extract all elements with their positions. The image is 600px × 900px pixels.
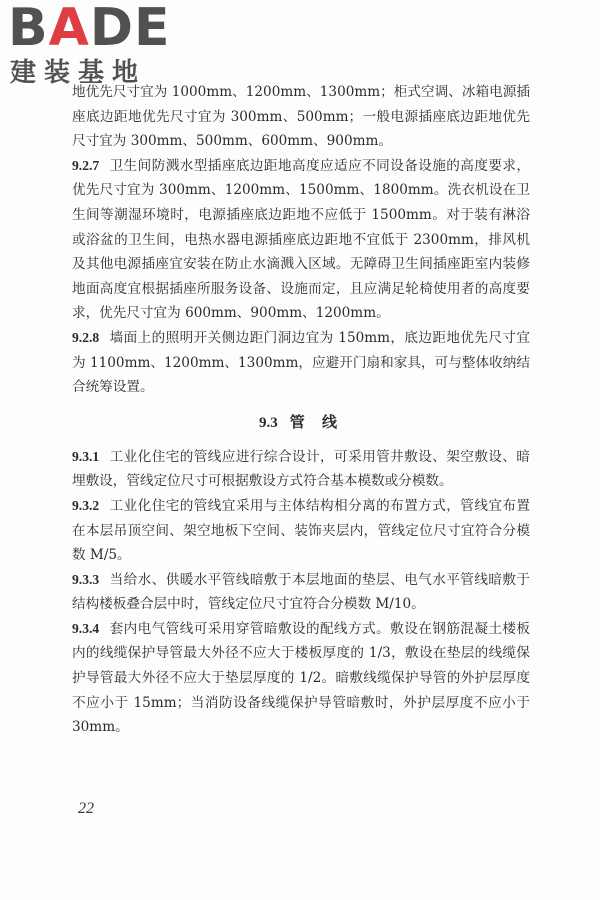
clause-number: 9.3.1 — [72, 448, 100, 464]
page-number: 22 — [78, 800, 94, 817]
clause-number: 9.3.4 — [72, 620, 100, 636]
clause-9-3-1 — [72, 445, 530, 494]
clause-number: 9.3.2 — [72, 497, 100, 513]
bade-logo — [8, 2, 178, 94]
clause-number: 9.2.7 — [72, 157, 100, 173]
clause-text: 工业化住宅的管线应进行综合设计，可采用管井敷设、架空敷设、暗埋敷设，管线定位尺寸可根据敷设方式符合基本模数或分模数。 — [72, 448, 530, 490]
clause-9-3-4 — [72, 617, 530, 740]
clause-text: 套内电气管线可采用穿管暗敷设的配线方式。敷设在钢筋混凝土楼板内的线缆保护导管最大外径不应大于楼板厚度的 1/3，敷设在垫层的线缆保护导管最大外径不应大于垫层厚度的 1/2。暗敷线缆保护导管的外护层厚度不应小于 15mm；当消防设备线缆保护导管暗敷时，外护层厚度不应小于 30mm。 — [72, 620, 530, 736]
intro-paragraph: 地优先尺寸宜为 1000mm、1200mm、1300mm；柜式空调、冰箱电源插座底边距地优先尺寸宜为 300mm、500mm；一般电源插座底边距地优先尺寸宜为 300mm、500mm、600mm、900mm。 — [72, 84, 530, 150]
clause-text: 当给水、供暖水平管线暗敷于本层地面的垫层、电气水平管线暗敷于结构楼板叠合层中时，管线定位尺寸宜符合分模数 M/10。 — [72, 571, 530, 613]
section-number: 9.3 — [259, 414, 278, 431]
clause-number: 9.2.8 — [72, 329, 100, 345]
section-title-text: 管 线 — [289, 412, 343, 431]
clause-9-2-8 — [72, 326, 530, 400]
logo-subtitle: 建装基地 — [10, 58, 147, 88]
section-heading — [72, 410, 530, 435]
clause-text: 工业化住宅的管线宜采用与主体结构相分离的布置方式，管线宜布置在本层吊顶空间、架空地板下空间、装饰夹层内，管线定位尺寸宜符合分模数 M/5。 — [72, 497, 530, 564]
clause-9-3-3 — [72, 568, 530, 617]
document-body — [72, 80, 530, 740]
clause-9-2-7 — [72, 154, 530, 326]
clause-text: 卫生间防溅水型插座底边距地高度应适应不同设备设施的高度要求，优先尺寸宜为 300mm、1200mm、1500mm、1800mm。洗衣机设在卫生间等潮湿环境时，电源插座底边距地不应低于 1500mm。对于装有淋浴或浴盆的卫生间，电热水器电源插座底边距地不宜低于 2300mm，排风机及其他电源插座宜安装在防止水滴溅入区域。无障碍卫生间插座距室内装修地面高度宜根据插座所服务设备、设施而定，且应满足轮椅使用者的高度要求，优先尺寸宜为 600mm、900mm、1200mm。 — [72, 157, 530, 322]
logo-brand-text: BADE — [8, 0, 171, 58]
clause-9-3-2 — [72, 494, 530, 568]
clause-text: 墙面上的照明开关侧边距门洞边宜为 150mm，底边距地优先尺寸宜为 1100mm、1200mm、1300mm，应避开门扇和家具，可与整体收纳结合统筹设置。 — [72, 329, 530, 396]
clause-number: 9.3.3 — [72, 571, 100, 587]
